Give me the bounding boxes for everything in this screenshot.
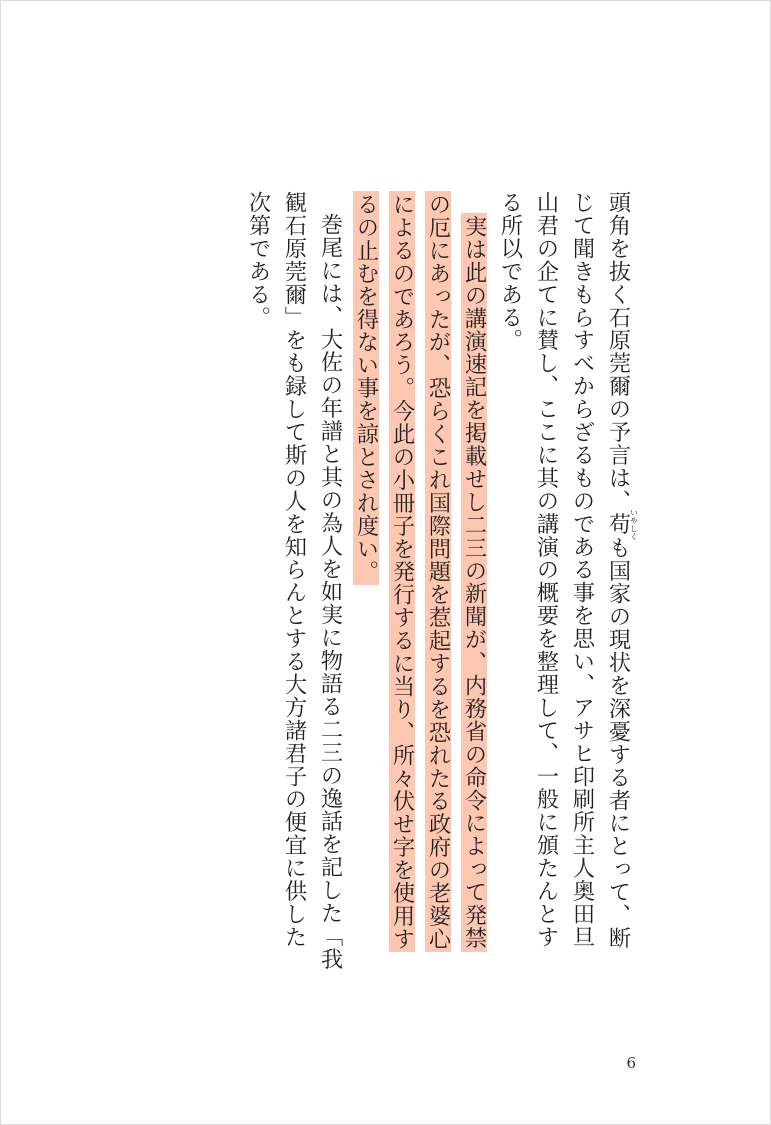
ruby-annotation [605, 508, 639, 541]
ruby-reading: いやしく [629, 508, 639, 541]
paragraph-3 [240, 191, 348, 971]
vertical-text-body [240, 191, 638, 971]
paragraph-1-part-b: も国家の現状を深憂する者にとって、断じて聞きもらすべからざるものである事を思い、アサヒ印刷所主人奥田旦山君の企てに賛し、ここに其の講演の概要を整理して、一般に頒たんとする所以である。 [497, 191, 631, 950]
paragraph-2 [348, 191, 492, 971]
paragraph-1-part-a: 頭角を抜く石原莞爾の予言は、 [605, 191, 631, 513]
highlighted-passage[interactable]: 実は此の講演速記を掲載せし二三の新聞が、内務省の命令によって発禁の厄にあったが、恐らくこれ国際問題を惹起するを恐れたる政府の老婆心によるのであろう。今此の小冊子を発行するに当り、所々伏せ字を使用するの止むを得ない事を諒とされ度い。 [353, 193, 487, 951]
paragraph-1 [492, 191, 638, 971]
ruby-base: 苟 [605, 508, 631, 541]
page-number: 6 [626, 1054, 636, 1072]
paragraph-3-text: 巻尾には、大佐の年譜と其の為人を如実に物語る二三の逸話を記した「我観石原莞爾」をも録して斯の人を知らんとする大方諸君子の便宜に供した次第である。 [245, 191, 343, 971]
